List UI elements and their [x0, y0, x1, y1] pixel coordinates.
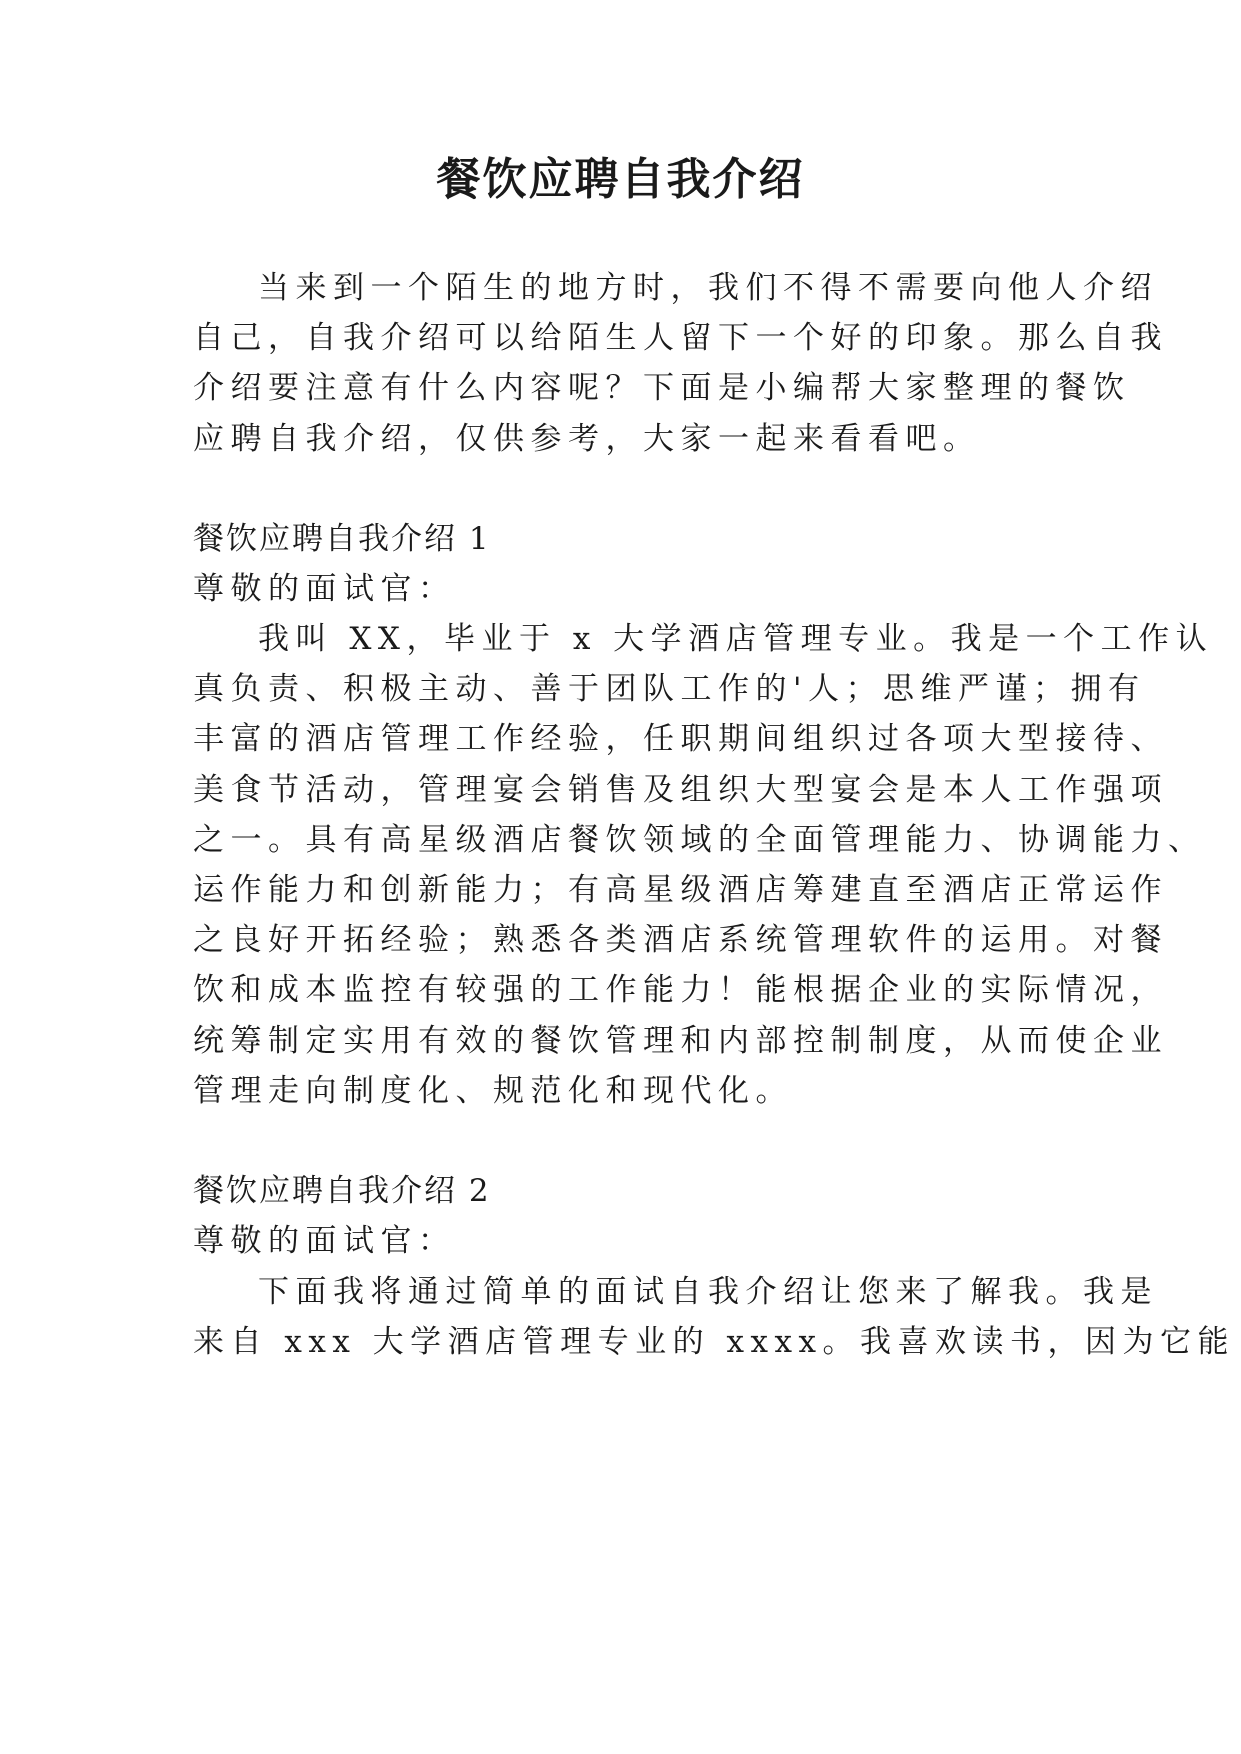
- section1-salutation: 尊敬的面试官：: [193, 571, 456, 607]
- section1-line-10: 管理走向制度化、规范化和现代化。: [193, 1073, 793, 1109]
- section2-heading: 餐饮应聘自我介绍 2: [193, 1173, 491, 1209]
- section1-line-4: 美食节活动，管理宴会销售及组织大型宴会是本人工作强项: [193, 772, 1168, 808]
- section1-heading: 餐饮应聘自我介绍 1: [193, 521, 491, 557]
- intro-line-4: 应聘自我介绍，仅供参考，大家一起来看看吧。: [193, 421, 981, 457]
- intro-line-2: 自己，自我介绍可以给陌生人留下一个好的印象。那么自我: [193, 320, 1168, 356]
- section1-line-3: 丰富的酒店管理工作经验，任职期间组织过各项大型接待、: [193, 721, 1168, 757]
- section1-line-7: 之良好开拓经验；熟悉各类酒店系统管理软件的运用。对餐: [193, 922, 1168, 958]
- section1-line-5: 之一。具有高星级酒店餐饮领域的全面管理能力、协调能力、: [193, 822, 1206, 858]
- section1-line-8: 饮和成本监控有较强的工作能力！能根据企业的实际情况，: [193, 972, 1168, 1008]
- intro-line-1: 当来到一个陌生的地方时，我们不得不需要向他人介绍: [258, 270, 1158, 306]
- section1-line-1: 我叫 XX，毕业于 x 大学酒店管理专业。我是一个工作认: [258, 621, 1214, 657]
- section2-line-2: 来自 xxx 大学酒店管理专业的 xxxx。我喜欢读书，因为它能: [193, 1324, 1235, 1360]
- document-title: 餐饮应聘自我介绍: [436, 154, 805, 205]
- section2-line-1: 下面我将通过简单的面试自我介绍让您来了解我。我是: [258, 1274, 1158, 1310]
- section2-salutation: 尊敬的面试官：: [193, 1223, 456, 1259]
- section1-line-6: 运作能力和创新能力；有高星级酒店筹建直至酒店正常运作: [193, 872, 1168, 908]
- section1-line-9: 统筹制定实用有效的餐饮管理和内部控制制度，从而使企业: [193, 1023, 1168, 1059]
- section1-line-2: 真负责、积极主动、善于团队工作的'人；思维严谨；拥有: [193, 671, 1146, 707]
- intro-line-3: 介绍要注意有什么内容呢？下面是小编帮大家整理的餐饮: [193, 370, 1131, 406]
